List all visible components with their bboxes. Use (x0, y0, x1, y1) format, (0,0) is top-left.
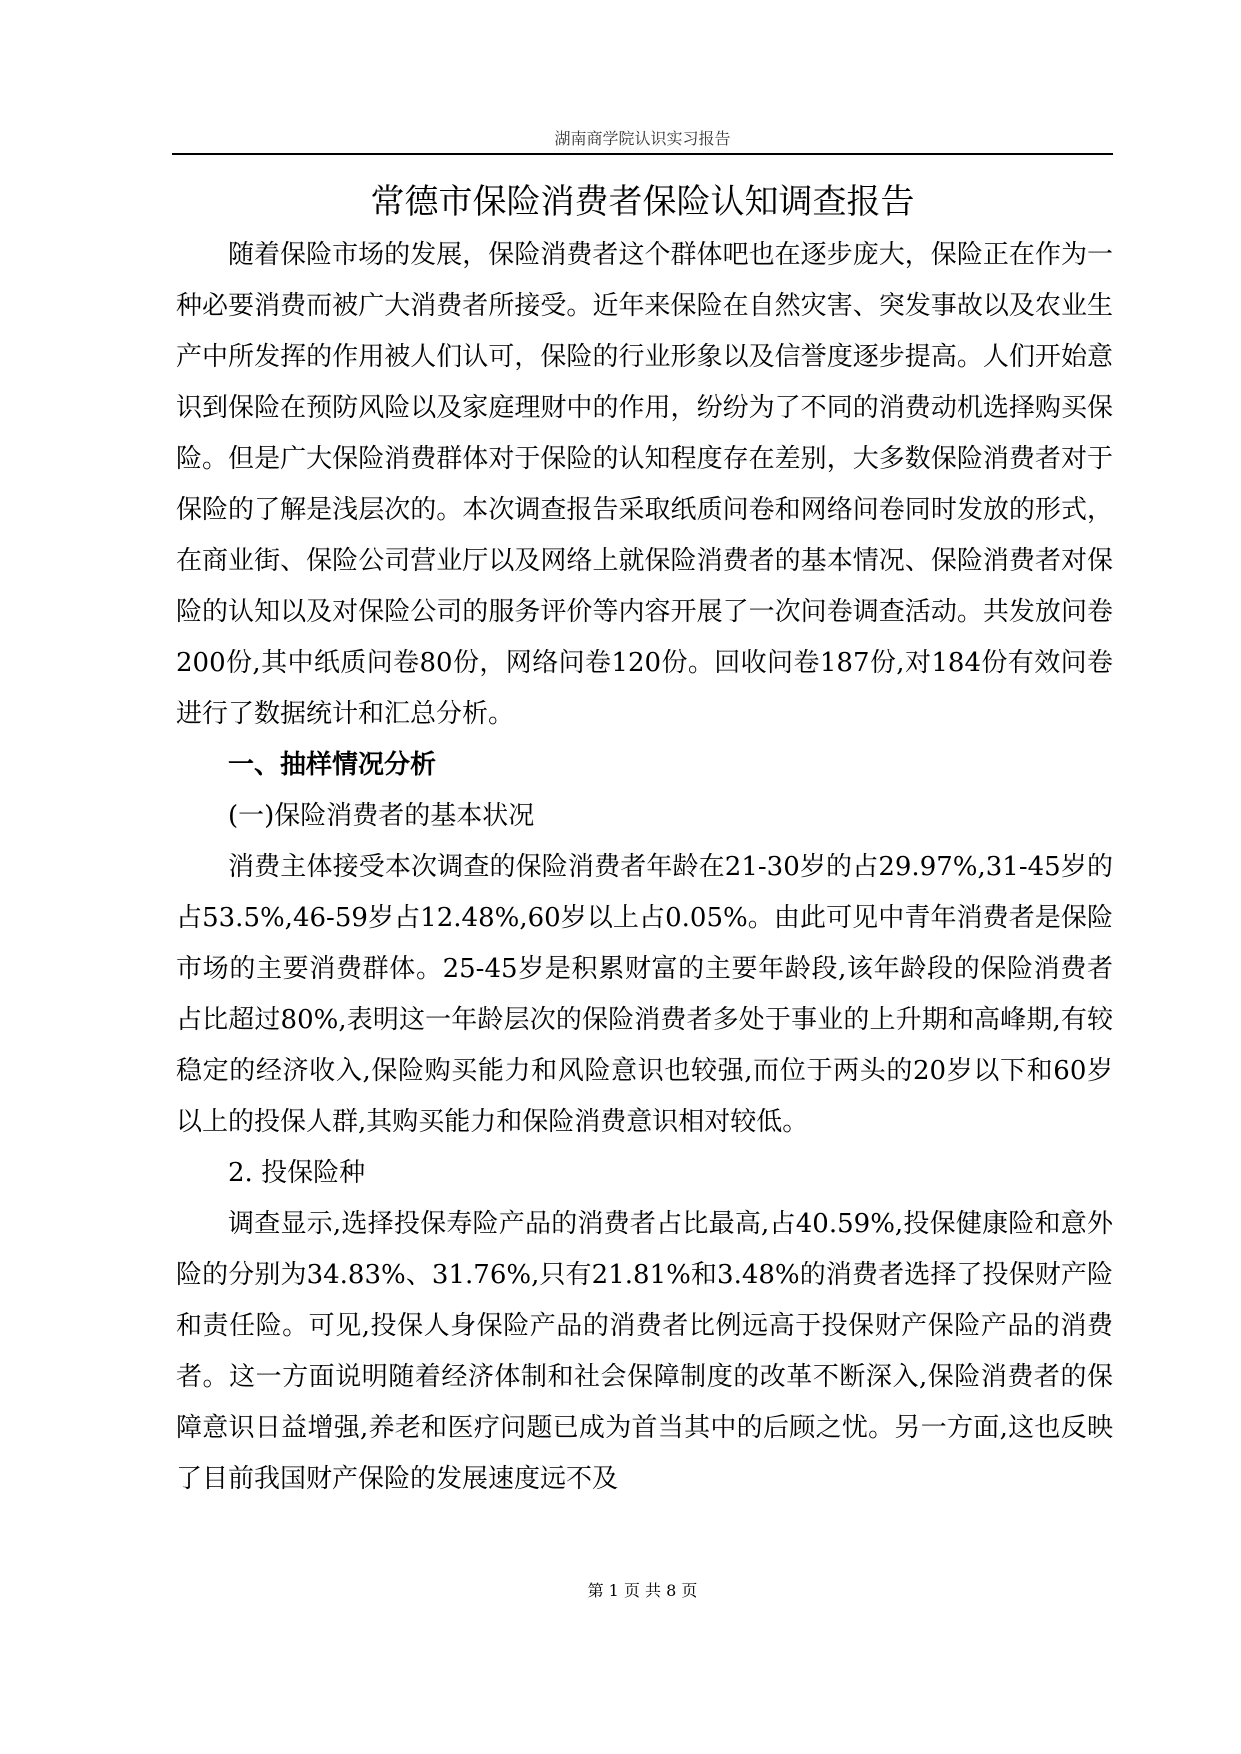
insurance-type-paragraph: 调查显示,选择投保寿险产品的消费者占比最高,占40.59%,投保健康险和意外险的分别为34.83%、31.76%,只有21.81%和3.48%的消费者选择了投保财产险和责任险。可见,投保人身保险产品的消费者比例远高于投保财产保险产品的消费者。这一方面说明随着经济体制和社会保障制度的改革不断深入,保险消费者的保障意识日益增强,养老和医疗问题已成为首当其中的后顾之忧。另一方面,这也反映了目前我国财产保险的发展速度远不及 (176, 1209, 1113, 1494)
age-paragraph: 消费主体接受本次调查的保险消费者年龄在21-30岁的占29.97%,31-45岁的占53.5%,46-59岁占12.48%,60岁以上占0.05%。由此可见中青年消费者是保险市场的主要消费群体。25-45岁是积累财富的主要年龄段,该年龄段的保险消费者占比超过80%,表明这一年龄层次的保险消费者多处于事业的上升期和高峰期,有较稳定的经济收入,保险购买能力和风险意识也较强,而位于两头的20岁以下和60岁以上的投保人群,其购买能力和保险消费意识相对较低。 (176, 852, 1113, 1137)
document-body (176, 230, 1113, 1505)
item-heading: 2. 投保险种 (228, 1158, 366, 1188)
subsection-heading: (一)保险消费者的基本状况 (228, 801, 535, 831)
intro-paragraph: 随着保险市场的发展，保险消费者这个群体吧也在逐步庞大，保险正在作为一种必要消费而被广大消费者所接受。近年来保险在自然灾害、突发事故以及农业生产中所发挥的作用被人们认可，保险的行业形象以及信誉度逐步提高。人们开始意识到保险在预防风险以及家庭理财中的作用，纷纷为了不同的消费动机选择购买保险。但是广大保险消费群体对于保险的认知程度存在差别，大多数保险消费者对于保险的了解是浅层次的。本次调查报告采取纸质问卷和网络问卷同时发放的形式，在商业街、保险公司营业厅以及网络上就保险消费者的基本情况、保险消费者对保险的认知以及对保险公司的服务评价等内容开展了一次问卷调查活动。共发放问卷200份,其中纸质问卷80份，网络问卷120份。回收问卷187份,对184份有效问卷进行了数据统计和汇总分析。 (176, 240, 1113, 729)
page-footer: 第 1 页 共 8 页 (587, 1581, 698, 1600)
page-header: 湖南商学院认识实习报告 (554, 129, 731, 148)
document-title: 常德市保险消费者保险认知调查报告 (370, 182, 915, 222)
section-heading: 一、抽样情况分析 (228, 750, 437, 780)
header-divider (172, 153, 1113, 155)
